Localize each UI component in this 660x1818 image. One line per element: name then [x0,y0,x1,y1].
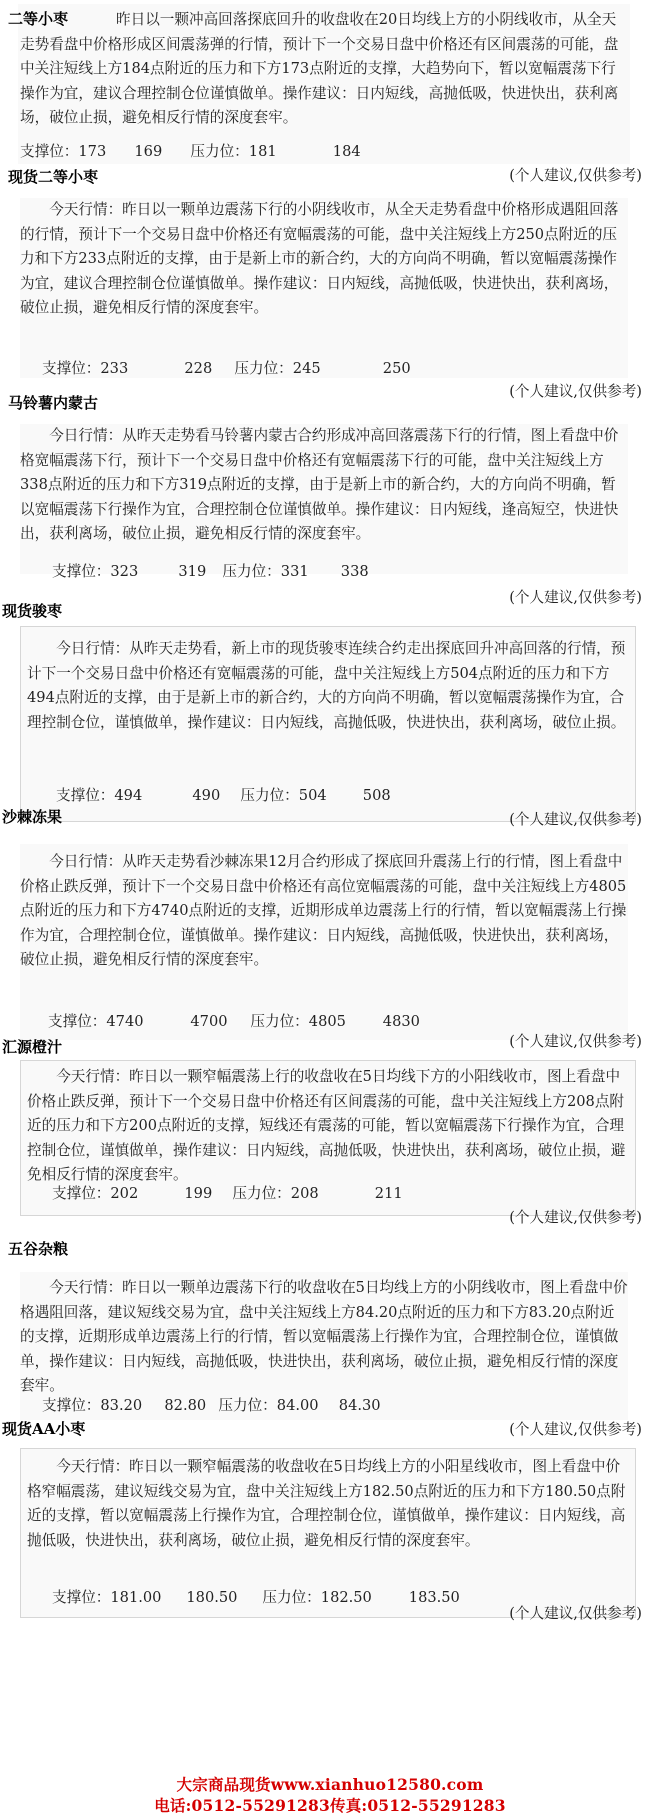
footer-website: 大宗商品现货www.xianhuo12580.com [176,1775,484,1794]
section-title: 马铃薯内蒙古 [8,394,99,412]
section-title: 沙棘冻果 [2,808,63,826]
pressure-value: 338 [340,563,369,580]
pressure-value: 208 [290,1185,319,1202]
analysis-text: 今天行情：昨日以一颗单边震荡下行的小阴线收市，从全天走势看盘中价格形成遇阻回落的行情，预计下一个交易日盘中价格还有宽幅震荡的可能，盘中关注短线上方250点附近的压力和下方233点附近的支撑，由于是新上市的新合约，大的方向尚不明确，暂以宽幅震荡操作为宜，建议合理控制仓位谨慎做单。操作建议：日内短线，高抛低吸，快进快出，获利离场，破位止损，避免相反行情的深度套牢。 [20,198,628,378]
price-levels [42,357,411,378]
pressure-label: 压力位： [218,1397,277,1414]
disclaimer-note: (个人建议,仅供参考) [509,811,642,828]
price-levels [52,1586,460,1607]
pressure-value: 508 [362,787,391,804]
support-value: 233 [100,360,129,377]
pressure-value: 245 [292,360,321,377]
analysis-text: 今天行情：昨日以一颗窄幅震荡的收盘收在5日均线上方的小阳星线收市，图上看盘中价格窄幅震荡，建议短线交易为宜，盘中关注短线上方182.50点附近的压力和下方180.50点附近的支撑，暂以宽幅震荡上行操作为宜，合理控制仓位，谨慎做单，操作建议：日内短线，高抛低吸，快进快出，获利离场，破位止损，避免相反行情的深度套牢。 [20,1448,636,1618]
support-label: 支撑位： [42,1397,101,1414]
support-value: 202 [110,1185,139,1202]
pressure-value: 181 [248,143,277,160]
pressure-value: 4830 [382,1013,420,1030]
disclaimer-note: (个人建议,仅供参考) [509,589,642,606]
support-value: 83.20 [100,1397,143,1414]
section-title: 现货二等小枣 [8,168,99,186]
pressure-value: 84.30 [338,1397,381,1414]
disclaimer-note: (个人建议,仅供参考) [509,383,642,400]
disclaimer-note: (个人建议,仅供参考) [509,1209,642,1226]
pressure-label: 压力位： [190,143,249,160]
support-value: 323 [110,563,139,580]
support-label: 支撑位： [52,563,111,580]
section-title: 二等小枣 [8,10,69,28]
pressure-value: 331 [280,563,309,580]
support-value: 228 [184,360,213,377]
pressure-value: 184 [332,143,361,160]
disclaimer-note: (个人建议,仅供参考) [509,1033,642,1050]
pressure-value: 4805 [308,1013,346,1030]
support-value: 181.00 [110,1589,162,1606]
support-value: 4700 [190,1013,228,1030]
support-label: 支撑位： [52,1589,111,1606]
support-label: 支撑位： [48,1013,107,1030]
analysis-text: 今天行情：昨日以一颗单边震荡下行的收盘收在5日均线上方的小阴线收市，图上看盘中价格遇阻回落，建议短线交易为宜，盘中关注短线上方84.20点附近的压力和下方83.20点附近的支撑，近期形成单边震荡上行的行情，暂以宽幅震荡上行操作为宜，合理控制仓位，谨慎做单，操作建议：日内短线，高抛低吸，快进快出，获利离场，破位止损，避免相反行情的深度套牢。 [20,1272,628,1420]
section-title: 现货骏枣 [2,602,63,620]
analysis-text: 今天行情：昨日以一颗窄幅震荡上行的收盘收在5日均线下方的小阳线收市，图上看盘中价格止跌反弹，预计下一个交易日盘中价格还有区间震荡的可能，盘中关注短线上方208点附近的压力和下方200点附近的支撑，短线还有震荡的可能，暂以宽幅震荡下行操作为宜，合理控制仓位，谨慎做单，操作建议：日内短线，高抛低吸，快进快出，获利离场，破位止损，避免相反行情的深度套牢。 [20,1060,636,1216]
footer-contact [0,1774,660,1816]
pressure-label: 压力位： [222,563,281,580]
support-value: 173 [78,143,107,160]
price-levels [20,140,361,161]
support-label: 支撑位： [56,787,115,804]
analysis-text: 昨日以一颗冲高回落探底回升的收盘收在20日均线上方的小阴线收市，从全天走势看盘中价格形成区间震荡弹的行情，预计下一个交易日盘中价格还有区间震荡的可能，盘中关注短线上方184点附近的压力和下方173点附近的支撑，大趋势向下，暂以宽幅震荡下行操作为宜，建议合理控制仓位谨慎做单。操作建议：日内短线，高抛低吸，快进快出，获利离场，破位止损，避免相反行情的深度套牢。 [20,11,619,126]
support-label: 支撑位： [42,360,101,377]
support-value: 4740 [106,1013,144,1030]
pressure-value: 182.50 [320,1589,372,1606]
support-value: 180.50 [186,1589,238,1606]
footer-phone-fax: 电话:0512-55291283传真:0512-55291283 [154,1796,506,1815]
pressure-value: 183.50 [408,1589,460,1606]
price-levels [56,784,391,805]
price-levels [52,560,369,581]
pressure-label: 压力位： [262,1589,321,1606]
support-label: 支撑位： [20,143,79,160]
analysis-text: 今日行情：从昨天走势看马铃薯内蒙古合约形成冲高回落震荡下行的行情，图上看盘中价格宽幅震荡下行，预计下一个交易日盘中价格还有宽幅震荡下行的可能，盘中关注短线上方338点附近的压力和下方319点附近的支撑，由于是新上市的新合约，大的方向尚不明确，暂以宽幅震荡下行操作为宜，合理控制仓位谨慎做单。操作建议：日内短线，逢高短空，快进快出，获利离场，破位止损，避免相反行情的深度套牢。 [20,424,628,574]
pressure-value: 250 [382,360,411,377]
disclaimer-note: (个人建议,仅供参考) [509,1605,642,1622]
support-label: 支撑位： [52,1185,111,1202]
pressure-value: 211 [374,1185,403,1202]
pressure-label: 压力位： [232,1185,291,1202]
pressure-value: 504 [298,787,327,804]
section-title: 五谷杂粮 [8,1240,69,1258]
support-value: 199 [184,1185,213,1202]
support-value: 490 [192,787,221,804]
section-title: 汇源橙汁 [2,1038,63,1056]
pressure-label: 压力位： [240,787,299,804]
section-title: 现货AA小枣 [2,1420,86,1438]
price-levels [52,1182,403,1203]
support-value: 494 [114,787,143,804]
analysis-text: 今日行情：从昨天走势看沙棘冻果12月合约形成了探底回升震荡上行的行情，图上看盘中价格止跌反弹，预计下一个交易日盘中价格还有高位宽幅震荡的可能，盘中关注短线上方4805点附近的压力和下方4740点附近的支撑，近期形成单边震荡上行的行情，暂以宽幅震荡上行操作为宜，合理控制仓位，谨慎做单。操作建议：日内短线，高抛低吸，快进快出，获利离场，破位止损，避免相反行情的深度套牢。 [20,844,628,1040]
support-value: 82.80 [164,1397,207,1414]
price-levels [48,1010,420,1031]
pressure-label: 压力位： [234,360,293,377]
pressure-label: 压力位： [250,1013,309,1030]
disclaimer-note: (个人建议,仅供参考) [509,167,642,184]
analysis-text: 今日行情：从昨天走势看，新上市的现货骏枣连续合约走出探底回升冲高回落的行情，预计下一个交易日盘中价格还有宽幅震荡的可能，盘中关注短线上方504点附近的压力和下方494点附近的支撑，由于是新上市的新合约，大的方向尚不明确，暂以宽幅震荡操作为宜，合理控制仓位，谨慎做单，操作建议：日内短线，高抛低吸，快进快出，获利离场，破位止损。 [20,626,636,822]
price-levels [42,1394,381,1415]
pressure-value: 84.00 [276,1397,319,1414]
disclaimer-note: (个人建议,仅供参考) [509,1421,642,1438]
support-value: 169 [134,143,163,160]
support-value: 319 [178,563,207,580]
